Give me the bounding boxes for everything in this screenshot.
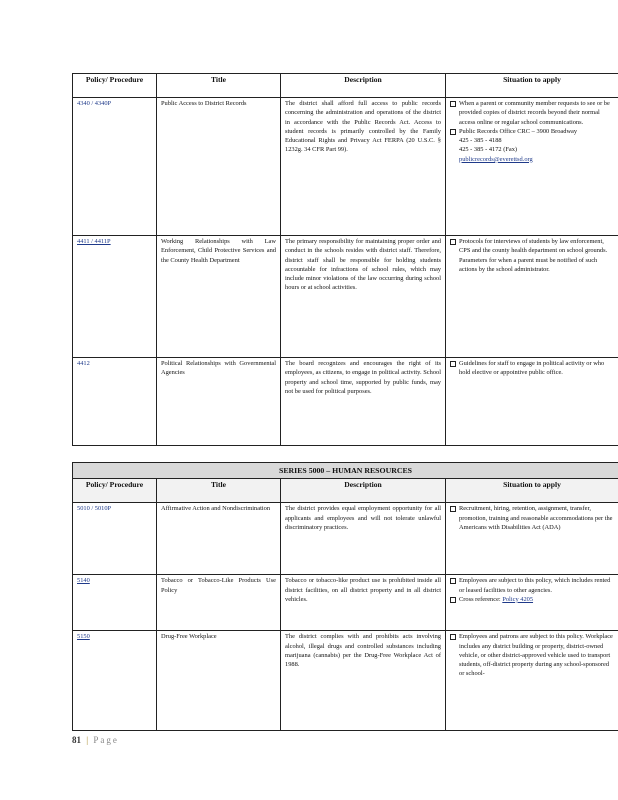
header-situation: Situation to apply [446, 74, 618, 98]
policy-situation [446, 631, 618, 731]
situation-item: Employees and patrons are subject to this policy. Workplace includes any district building or property, district-owned vehicle, or other district-approved vehicle used to transport students, off-district property during any school-sponsored or school- [450, 632, 614, 678]
table-row [73, 575, 618, 631]
situation-item [450, 127, 614, 164]
header-description: Description [281, 479, 446, 503]
situation-phone: 425 - 385 - 4188 [459, 137, 502, 145]
policy-code-link[interactable]: 5140 [77, 577, 90, 585]
policy-code-link[interactable]: 5150 [77, 633, 90, 641]
footer-separator: | [86, 735, 89, 745]
policy-title: Public Access to District Records [157, 98, 281, 236]
situation-fax: 425 - 385 - 4172 (Fax) [459, 146, 518, 154]
email-link[interactable]: publicrecords@everettsd.org [459, 155, 533, 163]
policy-description: The board recognizes and encourages the right of its employees, as citizens, to engage in political activity. School property and school time, supported by public funds, may not be used for political purposes. [281, 358, 446, 446]
policy-situation [446, 358, 618, 446]
policy-title: Working Relationships with Law Enforcement, Child Protective Services and the County Health Department [157, 236, 281, 358]
situation-item: Protocols for interviews of students by law enforcement, CPS and the county health department on school grounds. Parameters for when a parent must be notified of such actions by the school administrator. [450, 237, 614, 274]
cross-reference-link[interactable]: Policy 4205 [502, 595, 534, 603]
table-row [73, 358, 618, 446]
policy-description: The district provides equal employment opportunity for all applicants and employees and will not tolerate unlawful discriminatory practices. [281, 503, 446, 575]
policy-description: The district shall afford full access to public records concerning the administration and operations of the district in accordance with the Public Records Act. Access to student records is primarily controlled by the Family Educational Rights and Privacy Act FERPA (20 U.S.C. § 1232g. 34 CFR Part 99). [281, 98, 446, 236]
table-row [73, 631, 618, 731]
policy-situation [446, 236, 618, 358]
policy-table-series-4000 [72, 73, 618, 446]
policy-situation [446, 575, 618, 631]
situation-item: Guidelines for staff to engage in political activity or who hold elective or appointive public office. [450, 359, 614, 378]
table-header-row [73, 479, 618, 503]
header-title: Title [157, 74, 281, 98]
policy-title: Tobacco or Tobacco-Like Products Use Policy [157, 575, 281, 631]
header-situation: Situation to apply [446, 479, 618, 503]
header-policy: Policy/ Procedure [73, 479, 157, 503]
table-row [73, 98, 618, 236]
page-number: 81 [72, 735, 81, 745]
table-row [73, 236, 618, 358]
policy-description: Tobacco or tobacco-like product use is prohibited inside all district facilities, on all district property and in all district vehicles. [281, 575, 446, 631]
policy-table-series-5000 [72, 462, 618, 731]
series-title-row [73, 463, 618, 479]
table-header-row [73, 74, 618, 98]
policy-code: 5010 / 5010P [77, 505, 112, 513]
header-description: Description [281, 74, 446, 98]
page-footer [72, 735, 119, 745]
policy-title: Drug-Free Workplace [157, 631, 281, 731]
policy-situation [446, 98, 618, 236]
header-title: Title [157, 479, 281, 503]
situation-item [450, 595, 614, 604]
situation-item: Recruitment, hiring, retention, assignment, transfer, promotion, training and reasonable accommodations per the Americans with Disabilities Act (ADA) [450, 504, 614, 532]
policy-code: 4412 [77, 360, 90, 367]
situation-office: Public Records Office CRC – 3900 Broadway [459, 127, 578, 135]
header-policy: Policy/ Procedure [73, 74, 157, 98]
series-title: SERIES 5000 – HUMAN RESOURCES [73, 463, 618, 479]
policy-description: The district complies with and prohibits acts involving alcohol, illegal drugs and controlled substances including marijuana (cannabis) per the Drug-Free Workplace Act of 1988. [281, 631, 446, 731]
page-label: Page [93, 735, 119, 745]
cross-reference-label: Cross reference: [459, 595, 501, 603]
situation-item: Employees are subject to this policy, which includes rented or leased facilities to other agencies. [450, 576, 614, 595]
situation-item: When a parent or community member requests to see or be provided copies of district records beyond their normal access online or regular school communications. [450, 99, 614, 127]
policy-situation [446, 503, 618, 575]
policy-description: The primary responsibility for maintaining proper order and conduct in the schools resides with district staff. Therefore, district staff shall be responsible for holding students accountable for infractions of school rules, which may include minor violations of the law occurring during school hours or at school activities. [281, 236, 446, 358]
policy-title: Political Relationships with Governmental Agencies [157, 358, 281, 446]
policy-title: Affirmative Action and Nondiscrimination [157, 503, 281, 575]
policy-code: 4340 / 4340P [77, 100, 112, 107]
table-row [73, 503, 618, 575]
policy-code-link[interactable]: 4411 / 4411P [77, 238, 111, 245]
